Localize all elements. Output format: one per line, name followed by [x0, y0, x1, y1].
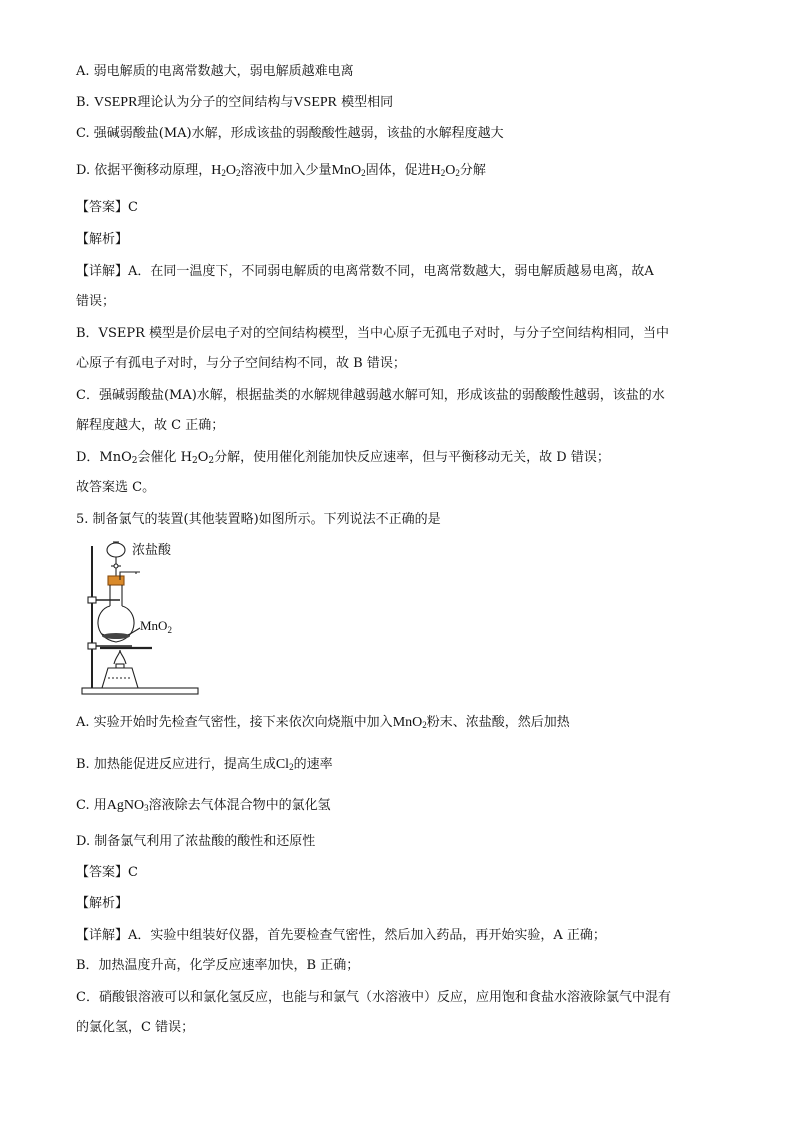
q4-answer — [76, 198, 138, 218]
label-conc-hcl: 浓盐酸 — [132, 542, 172, 557]
q5-detail-line-1: 【详解】A．实验中组装好仪器，首先要检查气密性，然后加入药品，再开始实验，A 正确； — [76, 928, 606, 943]
option-prefix: C. — [76, 798, 90, 813]
q5-analysis-label: 【解析】 — [76, 896, 129, 911]
chlorine-apparatus-figure — [80, 538, 280, 700]
q4-detail-line-6: 解程度越大，故 C 正确； — [76, 418, 225, 433]
q5-option-b — [76, 755, 333, 777]
option-prefix: B. — [76, 757, 90, 772]
q5-option-c — [76, 796, 331, 818]
option-prefix: D. — [76, 834, 91, 849]
q4-detail-line-2: 错误； — [76, 294, 116, 309]
option-text-2: 粉末、浓盐酸，然后加热 — [426, 715, 570, 730]
formula-mno2: MnO$_2$ — [331, 163, 366, 178]
option-text: 强碱弱酸盐(MA)水解，形成该盐的弱酸酸性越弱，该盐的水解程度越大 — [93, 126, 504, 141]
q5-detail-line-4: 的氯化氢，C 错误； — [76, 1020, 195, 1035]
option-text-1: 用 — [93, 798, 107, 813]
q4-option-d — [76, 161, 486, 183]
q5-stem: 5. 制备氯气的装置(其他装置略)如图所示。下列说法不正确的是 — [76, 512, 441, 527]
q4-detail-line-3: B．VSEPR 模型是价层电子对的空间结构模型，当中心原子无孤电子对时，与分子空间结构相同，当中 — [76, 326, 670, 341]
answer-value: C — [128, 865, 138, 880]
q4-option-a — [76, 62, 354, 82]
q4-detail-line-1: 【详解】A．在同一温度下，不同弱电解质的电离常数不同，电离常数越大，弱电解质越易电离，故A — [76, 264, 654, 279]
option-text: 制备氯气利用了浓盐酸的酸性和还原性 — [94, 834, 316, 849]
q5-detail-line-3: C．硝酸银溶液可以和氯化氢反应，也能与和氯气（水溶液中）反应，应用饱和食盐水溶液除氯气中混有 — [76, 990, 671, 1005]
q4-detail-line-8: 故答案选 C。 — [76, 480, 156, 495]
option-prefix: B. — [76, 95, 90, 110]
option-text-2: 溶液中加入少量 — [240, 163, 332, 178]
formula-agno3: AgNO$_3$ — [106, 798, 149, 813]
rubber-stopper — [108, 576, 124, 585]
option-text-1: 实验开始时先检查气密性，接下来依次向烧瓶中加入 — [93, 715, 393, 730]
answer-label: 【答案】 — [76, 865, 129, 880]
option-text-vsepr-2: VSEPR — [293, 95, 337, 110]
alcohol-lamp — [102, 650, 138, 688]
option-prefix: C. — [76, 126, 90, 141]
option-text: 理论认为分子的空间结构与 — [137, 95, 294, 110]
round-bottom-flask — [98, 585, 134, 642]
q4-option-c — [76, 124, 504, 144]
q5-answer — [76, 863, 138, 883]
option-text-3: 固体，促进 — [365, 163, 431, 178]
option-text-end: 模型相同 — [341, 95, 394, 110]
q5-detail-line-2: B．加热温度升高，化学反应速率加快，B 正确； — [76, 958, 360, 973]
option-prefix: A. — [76, 64, 90, 79]
option-prefix: D. — [76, 163, 91, 178]
label-mno2: MnO$_2$ — [140, 618, 172, 635]
formula-h2o2-2: $H_2O_2$ — [430, 163, 460, 178]
q5-option-d — [76, 832, 315, 852]
formula-cl2: $Cl_2$ — [275, 757, 294, 772]
option-text: 弱电解质的电离常数越大，弱电解质越难电离 — [93, 64, 354, 79]
option-text-vsepr-1: VSEPR — [93, 95, 138, 110]
q5-option-a — [76, 713, 570, 735]
option-prefix: A. — [76, 715, 90, 730]
formula-h2o2-1: $H_2O_2$ — [211, 163, 241, 178]
option-text-1: 依据平衡移动原理， — [94, 163, 212, 178]
stand-base — [82, 688, 198, 694]
option-text-1: 加热能促进反应进行，提高生成 — [93, 757, 276, 772]
answer-value: C — [128, 200, 138, 215]
option-text-2: 溶液除去气体混合物中的氯化氢 — [148, 798, 331, 813]
separatory-funnel — [107, 542, 125, 576]
q4-detail-line-7: D．MnO$_2$会催化 $H_2O_2$分解，使用催化剂能加快反应速率，但与平衡移动无关，故 D 错误； — [76, 450, 610, 466]
option-text-4: 分解 — [459, 163, 486, 178]
q4-analysis-label: 【解析】 — [76, 232, 129, 247]
q4-option-b — [76, 93, 393, 113]
q4-detail-line-5: C．强碱弱酸盐(MA)水解，根据盐类的水解规律越弱越水解可知，形成该盐的弱酸酸性越弱，该盐的水 — [76, 388, 665, 403]
formula-mno2: MnO$_2$ — [392, 715, 427, 730]
answer-label: 【答案】 — [76, 200, 129, 215]
q4-detail-line-4: 心原子有孤电子对时，与分子空间结构不同，故 B 错误； — [76, 356, 406, 371]
option-text-2: 的速率 — [293, 757, 333, 772]
